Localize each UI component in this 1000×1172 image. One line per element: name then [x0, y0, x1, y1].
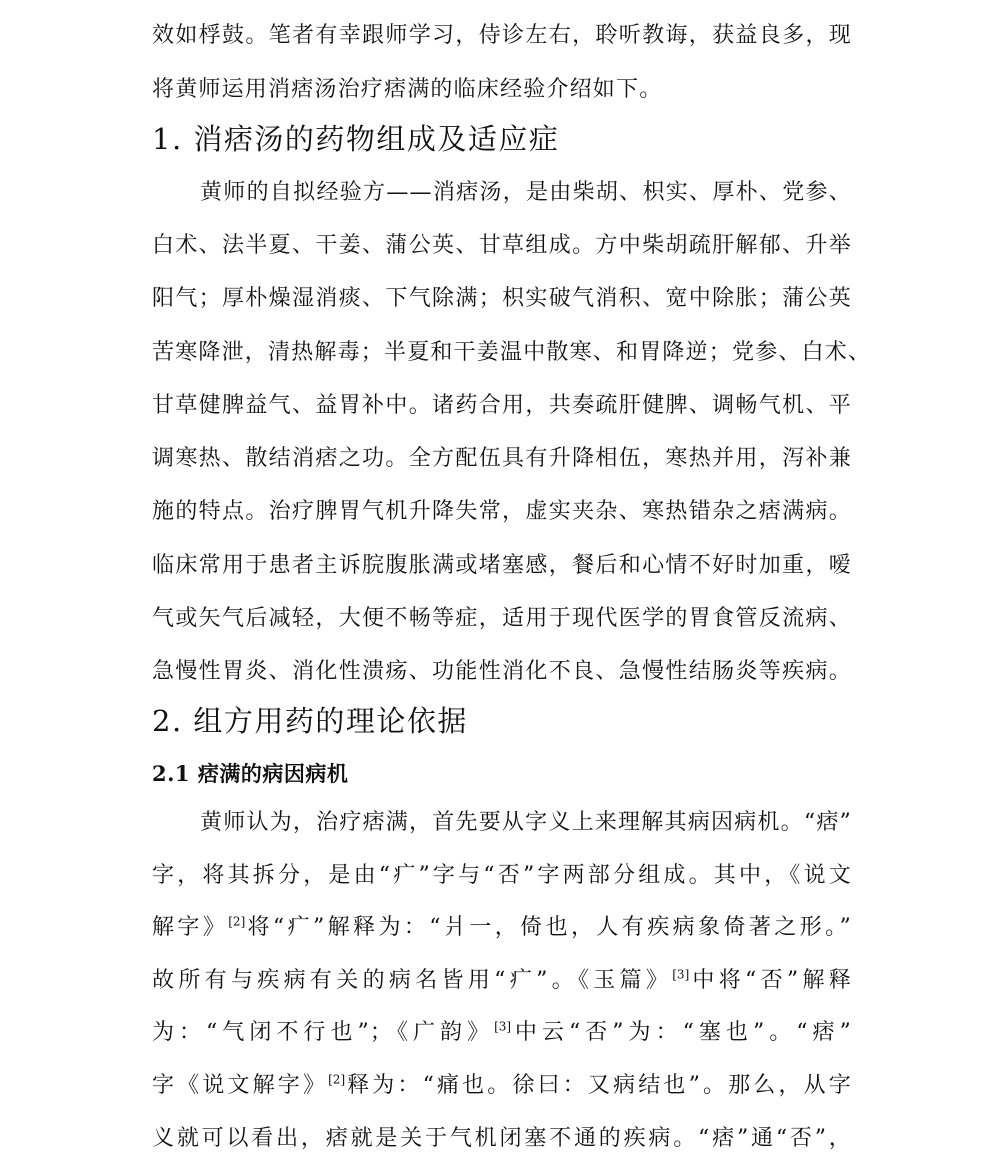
section-2-line: 义就可以看出，痞就是关于气机闭塞不通的疾病。“痞”通“否”，	[152, 1126, 852, 1151]
citation-ref: [3]	[494, 1019, 512, 1034]
text-run: 字《说文解字》	[152, 1073, 329, 1098]
text-run: 解字》	[152, 915, 229, 940]
subsection-2-1-heading: 2.1 痞满的病因病机	[152, 761, 349, 786]
section-2-line	[152, 1071, 852, 1101]
section-2-line	[152, 913, 852, 943]
text-run: 为：“气闭不行也”；《广韵》	[152, 1020, 495, 1045]
section-2-line	[152, 966, 852, 996]
section-2-heading: 2. 组方用药的理论依据	[152, 704, 468, 738]
section-1-line: 苦寒降泄，清热解毒；半夏和干姜温中散寒、和胃降逆；党参、白术、	[152, 340, 872, 365]
section-1-line: 调寒热、散结消痞之功。全方配伍具有升降相伍，寒热并用，泻补兼	[152, 446, 852, 471]
section-2-line: 字，将其拆分，是由“疒”字与“否”字两部分组成。其中，《说文	[152, 863, 852, 888]
text-run: 将“疒”解释为：“爿一，倚也，人有疾病象倚著之形。”	[245, 915, 852, 940]
citation-ref: [2]	[328, 1072, 346, 1087]
section-1-line: 阳气；厚朴燥湿消痰、下气除满；枳实破气消积、宽中除胀；蒲公英	[152, 286, 852, 311]
text-run: 故所有与疾病有关的病名皆用“疒”。《玉篇》	[152, 968, 673, 993]
intro-line-2: 将黄师运用消痞汤治疗痞满的临床经验介绍如下。	[152, 77, 663, 102]
section-1-line: 临床常用于患者主诉脘腹胀满或堵塞感，餐后和心情不好时加重，嗳	[152, 553, 852, 578]
section-2-line: 黄师认为，治疗痞满，首先要从字义上来理解其病因病机。“痞”	[200, 810, 852, 835]
citation-ref: [2]	[228, 914, 246, 929]
text-run: 中将“否”解释	[689, 968, 852, 993]
intro-line-1: 效如桴鼓。笔者有幸跟师学习，侍诊左右，聆听教诲，获益良多，现	[152, 23, 852, 48]
section-1-line: 甘草健脾益气、益胃补中。诸药合用，共奏疏肝健脾、调畅气机、平	[152, 393, 852, 418]
text-run: 中云“否”为：“塞也”。“痞”	[511, 1020, 852, 1045]
section-2-line	[152, 1018, 852, 1048]
section-1-heading: 1. 消痞汤的药物组成及适应症	[152, 122, 560, 156]
section-1-line: 施的特点。治疗脾胃气机升降失常，虚实夹杂、寒热错杂之痞满病。	[152, 499, 852, 524]
citation-ref: [3]	[672, 967, 690, 982]
section-1-line: 急慢性胃炎、消化性溃疡、功能性消化不良、急慢性结肠炎等疾病。	[152, 659, 852, 684]
section-1-line: 气或矢气后减轻，大便不畅等症，适用于现代医学的胃食管反流病、	[152, 606, 852, 631]
text-run: 释为：“痛也。徐曰：又病结也”。那么，从字	[345, 1073, 852, 1098]
section-1-line: 黄师的自拟经验方——消痞汤，是由柴胡、枳实、厚朴、党参、	[200, 180, 852, 205]
section-1-line: 白术、法半夏、干姜、蒲公英、甘草组成。方中柴胡疏肝解郁、升举	[152, 233, 852, 258]
